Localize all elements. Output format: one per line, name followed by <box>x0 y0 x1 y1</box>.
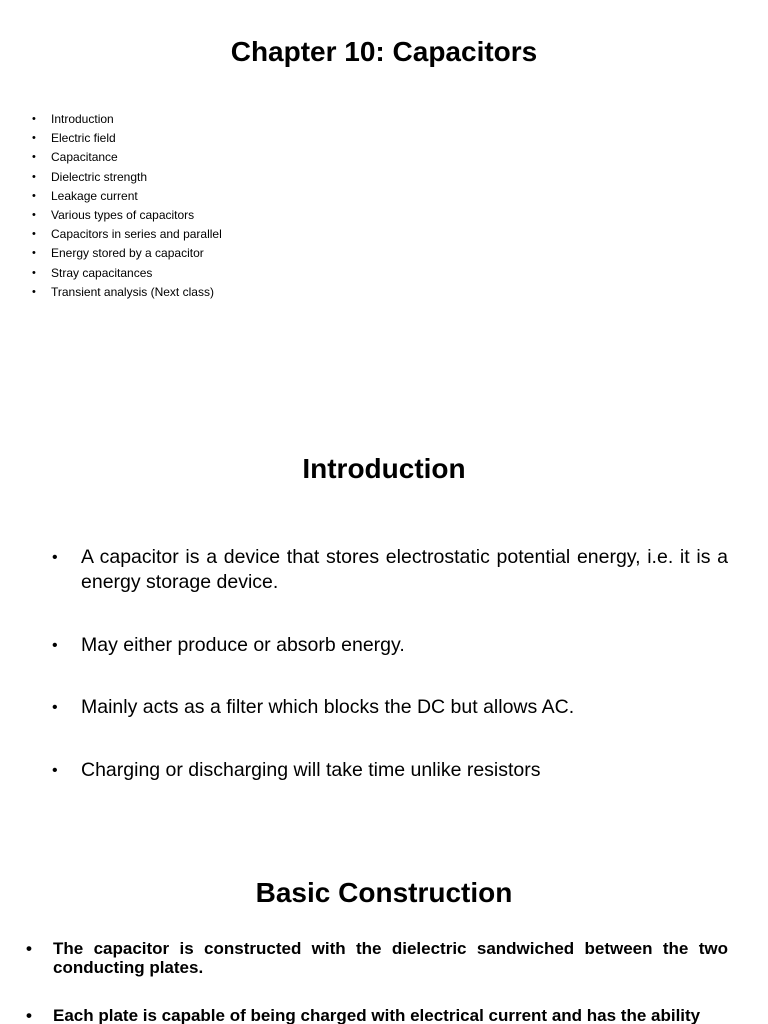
chapter-outline-list <box>30 110 222 302</box>
outline-item: • Dielectric strength <box>30 168 222 187</box>
basic-construction-heading: Basic Construction <box>255 877 513 908</box>
introduction-item: • A capacitor is a device that stores electrostatic potential energy, i.e. it is a energy storage device. <box>52 545 728 595</box>
outline-item: • Introduction <box>30 110 222 129</box>
outline-item: • Capacitors in series and parallel <box>30 225 222 244</box>
introduction-heading: Introduction <box>302 453 466 484</box>
outline-item: • Transient analysis (Next class) <box>30 283 222 302</box>
construction-item: • The capacitor is constructed with the dielectric sandwiched between the two conducting plates. <box>26 940 728 977</box>
outline-item: • Various types of capacitors <box>30 206 222 225</box>
construction-item: • Each plate is capable of being charged with electrical current and has the ability <box>26 1007 728 1024</box>
outline-item: • Energy stored by a capacitor <box>30 244 222 263</box>
outline-item: • Stray capacitances <box>30 264 222 283</box>
outline-item: • Leakage current <box>30 187 222 206</box>
introduction-item: • Charging or discharging will take time unlike resistors <box>52 758 728 783</box>
introduction-item: • May either produce or absorb energy. <box>52 633 728 658</box>
chapter-title: Chapter 10: Capacitors <box>230 36 538 67</box>
outline-item: • Capacitance <box>30 148 222 167</box>
introduction-item: • Mainly acts as a filter which blocks the DC but allows AC. <box>52 695 728 720</box>
outline-item: • Electric field <box>30 129 222 148</box>
